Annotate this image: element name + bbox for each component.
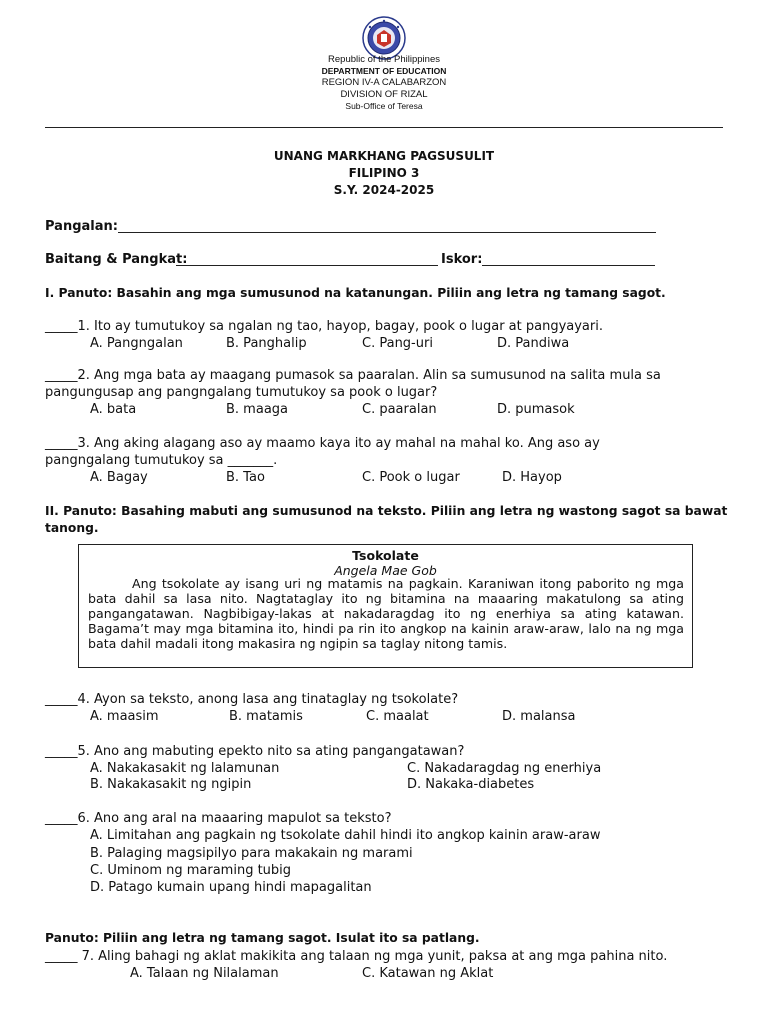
q1-choice-b: B. Panghalip [226,336,307,351]
exam-title: UNANG MARKHANG PAGSUSULIT [273,149,495,163]
q4-choice-a: A. maasim [90,709,159,724]
q1-choice-a: A. Pangngalan [90,336,183,351]
q3-choice-c: C. Pook o lugar [362,470,460,485]
q7-choice-c: C. Katawan ng Aklat [362,966,494,981]
q4-text: _____4. Ayon sa teksto, anong lasa ang tinataglay ng tsokolate? [45,692,459,707]
q1-text: _____1. Ito ay tumutukoy sa ngalan ng tao, hayop, bagay, pook o lugar at pangyayari. [45,319,603,334]
part1-instruction: I. Panuto: Basahin ang mga sumusunod na katanungan. Piliin ang letra ng tamang sagot. [45,286,666,300]
header-republic: Republic of the Philippines [328,54,440,65]
name-field[interactable] [118,232,656,233]
part3-instruction: Panuto: Piliin ang letra ng tamang sagot. Isulat ito sa patlang. [45,931,480,945]
story-text: Ang tsokolate ay isang uri ng matamis na pagkain. Karaniwan itong paborito ng mga bata dahil sa lasa nito. Nagtataglay ito ng bitamina na maaaring makatulong sa ating pangangatawan. Nagbibigay-lakas at nakadaragdag ito ng enerhiya sa ating katawan. Bagama’t may mga bitamina ito, hindi pa rin ito angkop na kainin araw-araw, lalo na ng mga bata dahil madali itong makasira ng ngipin sa taglay nitong tamis. [88,576,684,651]
score-label: Iskor: [441,252,483,267]
q6-choice-c: C. Uminom ng maraming tubig [90,863,292,878]
q2-choice-d: D. pumasok [497,402,575,417]
school-year: S.Y. 2024-2025 [333,183,435,197]
q1-choice-d: D. Pandiwa [497,336,570,351]
q2-text-2: pangungusap ang pangngalang tumutukoy sa pook o lugar? [45,385,438,400]
header-suboffice: Sub-Office of Teresa [345,101,423,111]
q4-choice-b: B. matamis [229,709,303,724]
q7-text: _____ 7. Aling bahagi ng aklat makikita ang talaan ng mga yunit, paksa at ang mga pahina nito. [45,949,668,964]
q3-text-1: _____3. Ang aking alagang aso ay maamo kaya ito ay mahal na mahal ko. Ang aso ay [45,436,600,451]
part2-instruction-2: tanong. [45,521,99,535]
q1-choice-c: C. Pang-uri [362,336,433,351]
q6-choice-b: B. Palaging magsipilyo para makakain ng marami [90,846,413,861]
grade-field[interactable] [176,265,438,266]
q5-choice-a: A. Nakakasakit ng lalamunan [90,761,280,776]
q2-text-1: _____2. Ang mga bata ay maagang pumasok sa paaralan. Alin sa sumusunod na salita mula sa [45,368,661,383]
q5-choice-c: C. Nakadaragdag ng enerhiya [407,761,602,776]
q2-choice-b: B. maaga [226,402,288,417]
part2-instruction-1: II. Panuto: Basahing mabuti ang sumusunod na teksto. Piliin ang letra ng wastong sagot sa bawat [45,504,728,518]
name-label: Pangalan: [45,219,118,234]
grade-label: Baitang & Pangkat: [45,252,188,267]
header-department: DEPARTMENT OF EDUCATION [321,66,447,76]
q5-choice-d: D. Nakaka-diabetes [407,777,535,792]
header-divider [45,127,723,128]
q3-choice-a: A. Bagay [90,470,148,485]
story-author: Angela Mae Gob [334,563,437,578]
q4-choice-c: C. maalat [366,709,429,724]
q4-choice-d: D. malansa [502,709,576,724]
score-field[interactable] [482,265,655,266]
q3-text-2: pangngalang tumutukoy sa _______. [45,453,278,468]
q2-choice-c: C. paaralan [362,402,437,417]
q5-text: _____5. Ano ang mabuting epekto nito sa ating pangangatawan? [45,744,465,759]
header-region: REGION IV-A CALABARZON [321,77,447,88]
q2-choice-a: A. bata [90,402,137,417]
q6-text: _____6. Ano ang aral na maaaring mapulot sa teksto? [45,811,392,826]
header-division: DIVISION OF RIZAL [340,89,428,100]
q3-choice-d: D. Hayop [502,470,562,485]
q7-choice-a: A. Talaan ng Nilalaman [130,966,279,981]
story-title: Tsokolate [352,548,419,563]
q5-choice-b: B. Nakakasakit ng ngipin [90,777,252,792]
q6-choice-d: D. Patago kumain upang hindi mapagalitan [90,880,372,895]
q3-choice-b: B. Tao [226,470,265,485]
q6-choice-a: A. Limitahan ang pagkain ng tsokolate dahil hindi ito angkop kainin araw-araw [90,828,601,843]
subject-title: FILIPINO 3 [348,166,420,180]
